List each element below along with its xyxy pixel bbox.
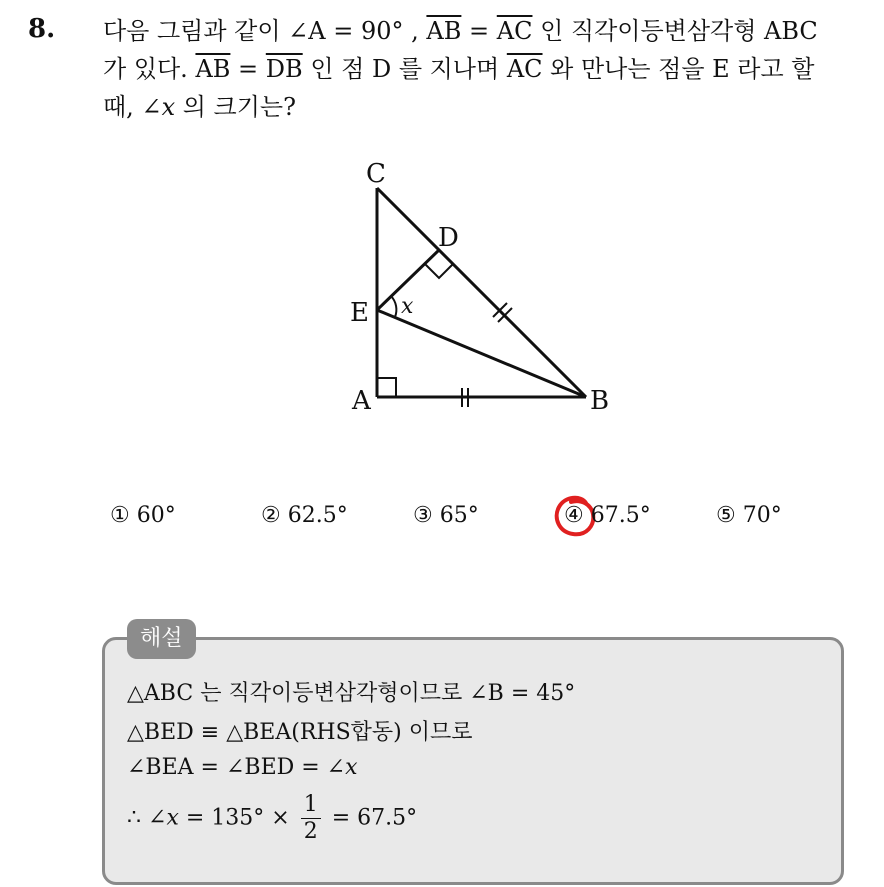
segment-ac: $\overline{AC}$ xyxy=(496,17,533,45)
triangle-figure xyxy=(330,150,630,430)
right-angle-mark-d xyxy=(425,264,453,278)
label-b: B xyxy=(590,386,610,416)
variable-x: x xyxy=(345,755,358,780)
question-line-2: 가 있다. $\overline{AB} = \overline{DB}$ 인 점 D 를 지나며 $\overline{AC}$ 와 만나는 점을 E 라고 할 xyxy=(103,55,815,83)
segment-ab: $\overline{AB}$ xyxy=(426,17,462,45)
label-c: C xyxy=(366,159,386,189)
choice-4[interactable]: ④ 67.5° xyxy=(564,503,651,528)
choice-1[interactable]: ① 60° xyxy=(110,503,176,528)
question-line-3: 때, ∠x 의 크기는? xyxy=(103,93,296,121)
triangle-diagram xyxy=(330,150,630,430)
fraction-one-half: $\frac{1}{2}$ xyxy=(301,792,321,845)
label-d: D xyxy=(438,223,459,253)
label-a: A xyxy=(352,386,371,416)
question-line-1: 다음 그림과 같이 ∠A = 90° , $\overline{AB} = \overline{AC}$ 인 직각이등변삼각형 ABC xyxy=(103,17,818,45)
right-angle-mark-a xyxy=(377,378,396,397)
choice-2[interactable]: ② 62.5° xyxy=(261,503,348,528)
variable-x: x xyxy=(161,93,176,121)
label-e: E xyxy=(350,298,369,328)
choice-3[interactable]: ③ 65° xyxy=(413,503,479,528)
question-number: 8. xyxy=(28,14,56,44)
side-cb xyxy=(377,188,586,397)
answer-choices xyxy=(0,503,884,539)
solution-line-1: △ABC 는 직각이등변삼각형이므로 ∠B = 45° xyxy=(127,681,576,706)
angle-arc-x xyxy=(391,296,396,317)
segment-eb xyxy=(377,310,586,397)
segment-db: $\overline{DB}$ xyxy=(265,55,303,83)
solution-tag: 해설 xyxy=(127,619,196,659)
segment-ac: $\overline{AC}$ xyxy=(506,55,543,83)
question-text xyxy=(103,12,873,126)
variable-x: x xyxy=(166,805,179,831)
label-x: x xyxy=(401,294,414,319)
solution-line-4: ∴ ∠x = 135° × $\frac{1}{2}$ = 67.5° xyxy=(127,792,418,844)
choice-5[interactable]: ⑤ 70° xyxy=(716,503,782,528)
solution-line-2: △BED ≡ △BEA(RHS합동) 이므로 xyxy=(127,720,473,745)
segment-ab: $\overline{AB}$ xyxy=(195,55,231,83)
solution-line-3: ∠BEA = ∠BED = ∠x xyxy=(127,755,358,780)
